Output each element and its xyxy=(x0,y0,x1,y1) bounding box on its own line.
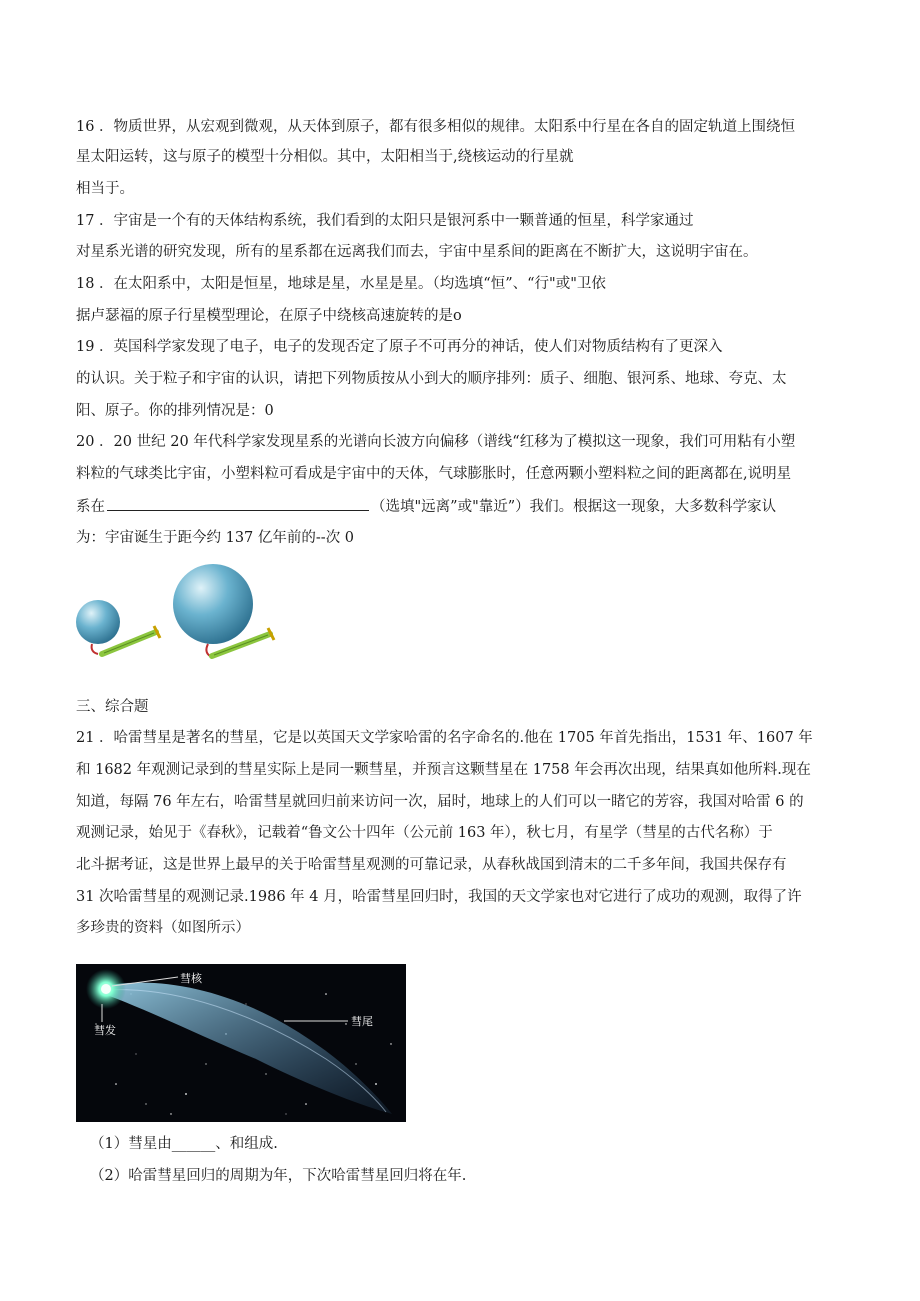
q21-line-6: 31 次哈雷彗星的观测记录.1986 年 4 月，哈雷彗星回归时，我国的天文学家也对它进行了成功的观测，取得了许 xyxy=(76,889,802,905)
q21-sub-2: （2）哈雷彗星回归的周期为年，下次哈雷彗星回归将在年. xyxy=(90,1168,467,1184)
comet-figure xyxy=(76,964,406,1122)
q20-line-1: 20 ．20 世纪 20 年代科学家发现星系的光谱向长波方向偏移（谱线“红移为了模拟这一现象，我们可用粘有小塑 xyxy=(76,434,796,450)
q21-line-2: 和 1682 年观测记录到的彗星实际上是同一颗彗星，并预言这颗彗星在 1758 年会再次出现，结果真如他所料.现在 xyxy=(76,762,811,778)
q20-line-3 xyxy=(76,496,776,517)
q18-line-1: 18 ．在太阳系中，太阳是恒星，地球是星，水星是星。（均选填“恒”、“行"或"卫依 xyxy=(76,276,606,292)
q16-line-2: 星太阳运转，这与原子的模型十分相似。其中，太阳相当于,绕核运动的行星就 xyxy=(76,149,574,165)
comet-head xyxy=(86,969,126,1009)
q16-line-3: 相当于。 xyxy=(76,181,134,197)
q20-line-3-after: （选填"远离”或"靠近”）我们。根据这一现象，大多数科学家认 xyxy=(371,499,777,515)
q17-line-1: 17 ．宇宙是一个有的天体结构系统，我们看到的太阳只是银河系中一颗普通的恒星，科学家通过 xyxy=(76,213,694,229)
q21-sub-1: （1）彗星由______、和组成. xyxy=(90,1136,278,1152)
q21-line-4: 观测记录，始见于《春秋》，记载着“鲁文公十四年（公元前 163 年），秋七月，有星学（彗星的古代名称）于 xyxy=(76,825,773,841)
small-balloon xyxy=(76,600,120,654)
label-nucleus: 彗核 xyxy=(180,973,202,985)
section-3-title: 三、综合题 xyxy=(76,699,149,715)
q19-line-1: 19 ．英国科学家发现了电子，电子的发现否定了原子不可再分的神话，使人们对物质结构有了更深入 xyxy=(76,339,723,355)
q21-line-5: 北斗据考证，这是世界上最早的关于哈雷彗星观测的可靠记录，从春秋战国到清末的二千多年间，我国共保存有 xyxy=(76,857,787,873)
q21-line-7: 多珍贵的资料（如图所示） xyxy=(76,920,250,936)
label-tail: 彗尾 xyxy=(351,1016,373,1028)
q17-line-2: 对星系光谱的研究发现，所有的星系都在远离我们而去，宇宙中星系间的距离在不断扩大，这说明宇宙在。 xyxy=(76,244,758,260)
q20-line-3-before: 系在 xyxy=(76,499,105,515)
q18-line-2: 据卢瑟福的原子行星模型理论，在原子中绕核高速旋转的是o xyxy=(76,308,462,324)
q19-line-2: 的认识。关于粒子和宇宙的认识，请把下列物质按从小到大的顺序排列：质子、细胞、银河系、地球、夸克、太 xyxy=(76,371,787,387)
q21-line-3: 知道，每隔 76 年左右，哈雷彗星就回归前来访问一次，届时，地球上的人们可以一睹它的芳容，我国对哈雷 6 的 xyxy=(76,794,804,810)
q20-line-2: 料粒的气球类比宇宙，小塑料粒可看成是宇宙中的天体，气球膨胀时，任意两颗小塑料粒之间的距离都在,说明星 xyxy=(76,466,792,482)
answer-blank xyxy=(107,496,369,511)
q21-line-1: 21 ．哈雷彗星是著名的彗星，它是以英国天文学家哈雷的名字命名的.他在 1705 年首先指出，1531 年、1607 年 xyxy=(76,730,813,746)
label-coma: 彗发 xyxy=(94,1025,116,1037)
q20-line-4: 为：宇宙诞生于距今约 137 亿年前的--次 0 xyxy=(76,530,355,546)
q19-line-3: 阳、原子。你的排列情况是：0 xyxy=(76,403,274,419)
q16-line-1: 16 ．物质世界，从宏观到微观，从天体到原子，都有很多相似的规律。太阳系中行星在各自的固定轨道上围绕恒 xyxy=(76,119,796,135)
balloon-pump-figure xyxy=(70,556,290,666)
